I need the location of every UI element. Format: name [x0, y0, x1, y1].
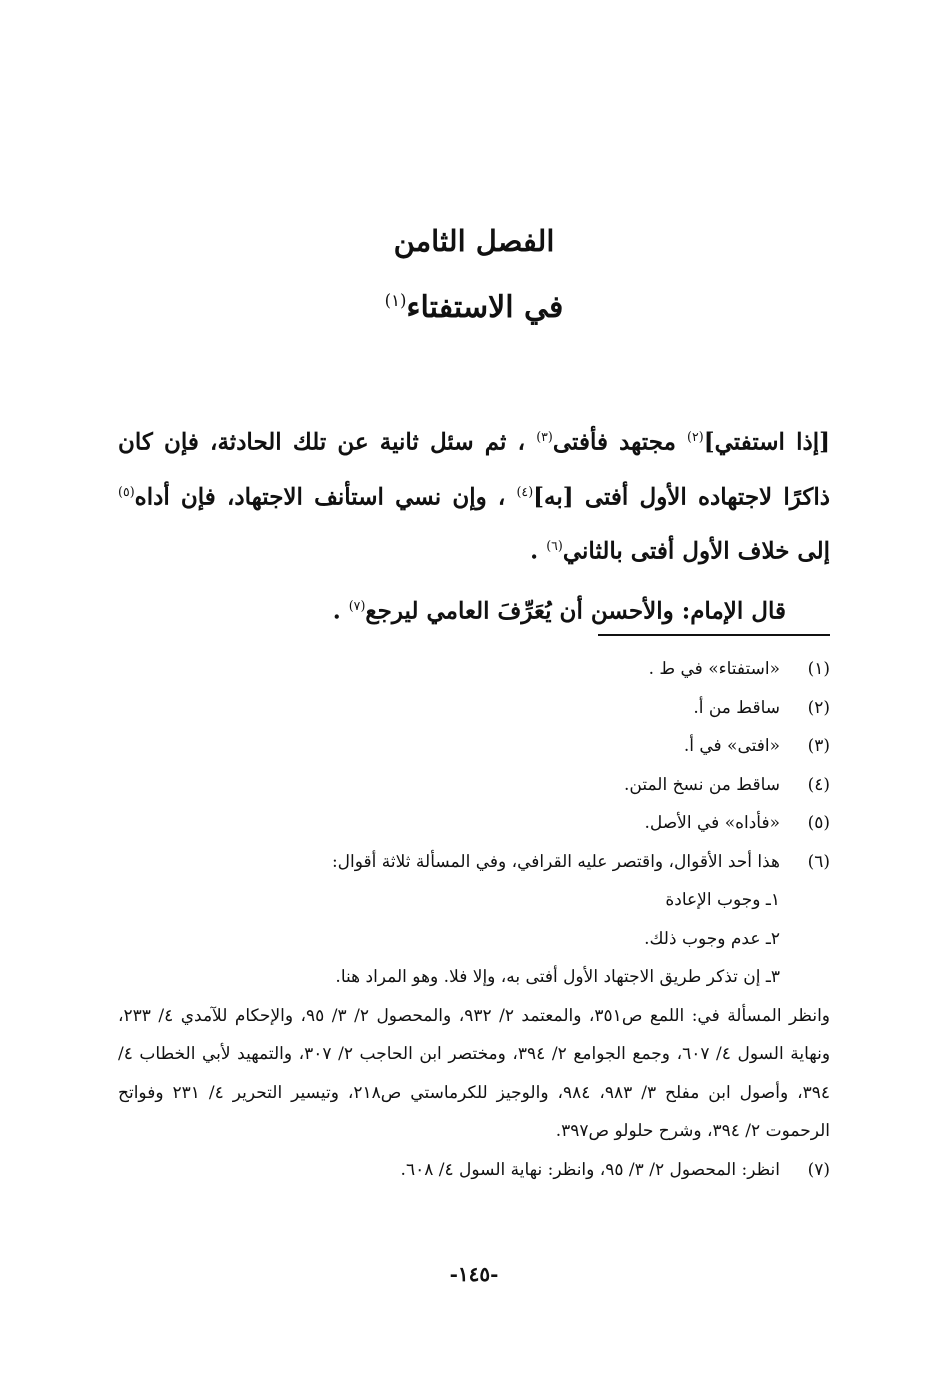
footnote-text: ساقط من نسخ المتن. [623, 774, 780, 795]
footnote-text: «فأداه» في الأصل. [644, 813, 780, 833]
paragraph-1-part-b: مجتهد فأفتى [552, 428, 688, 456]
footnote-number: (٥) [807, 813, 830, 833]
main-text [118, 412, 830, 636]
footnote-text: ساقط من أ. [693, 697, 780, 718]
footnote-number: (١) [807, 659, 830, 679]
page-number: -١٤٥- [449, 1262, 499, 1286]
paragraph-2-part-a: قال الإمام: والأحسن أن يُعَرِّفَ العامي ليرجع [365, 597, 786, 625]
footnote-ref-2: (٢) [687, 429, 704, 444]
footnote-ref-7: (٧) [348, 597, 366, 613]
footnote-6-item-1: ١ـ وجوب الإعادة [665, 890, 780, 910]
footnote-2 [118, 689, 830, 728]
paragraph-2-part-b: . [332, 597, 349, 625]
chapter-subtitle [0, 290, 948, 325]
footnote-number: (٤) [807, 774, 830, 795]
footnote-ref-5: (٥) [118, 483, 135, 499]
chapter-title [0, 224, 948, 258]
footnote-ref-4: (٤) [516, 483, 534, 499]
chapter-title-text: الفصل الثامن [393, 224, 555, 258]
footnote-7 [118, 1151, 830, 1190]
footnote-5 [118, 804, 830, 843]
footnotes [118, 650, 830, 1189]
paragraph-1-part-c: ، ثم سئل ثانية عن تلك الحادثة، فإن كان ذاكرًا لاجتهاده الأول أفتى [به] [118, 428, 830, 511]
footnote-number: (٣) [807, 736, 830, 756]
footnote-number: (٧) [807, 1159, 830, 1180]
paragraph-1-part-d: ، وإن نسي استأنف الاجتهاد، فإن أداه [134, 483, 517, 511]
footnote-6-item-3: ٣ـ إن تذكر طريق الاجتهاد الأول أفتى به، وإلا فلا. وهو المراد هنا. [335, 967, 780, 987]
chapter-subtitle-text: في الاستفتاء [406, 290, 564, 325]
footnote-text: «استفتاء» في ط . [648, 659, 780, 679]
footnote-ref-6: (٦) [546, 538, 563, 554]
paragraph-2 [118, 581, 830, 636]
paragraph-1-part-e: إلى خلاف الأول أفتى بالثاني [562, 537, 830, 565]
footnote-ref-1: (١) [384, 291, 407, 310]
footnote-text: انظر: المحصول ٢/ ٣/ ٩٥، وانظر: نهاية السول ٤/ ٦٠٨. [400, 1159, 780, 1180]
paragraph-1 [118, 412, 830, 576]
paragraph-1-part-a: [إذا استفتي] [703, 428, 830, 456]
footnote-text: «افتى» في أ. [683, 736, 780, 756]
paragraph-1-part-f: . [530, 537, 547, 565]
footnote-number: (٦) [807, 851, 830, 872]
footnote-text: هذا أحد الأقوال، واقتصر عليه القرافي، وفي المسألة ثلاثة أقوال: [331, 851, 780, 872]
footnote-3 [118, 727, 830, 766]
footnote-6-item-2: ٢ـ عدم وجوب ذلك. [644, 928, 780, 949]
footnote-separator [598, 634, 830, 636]
footnote-ref-3: (٣) [536, 429, 553, 444]
footnote-6-references: وانظر المسألة في: اللمع ص٣٥١، والمعتمد ٢/ ٩٣٢، والمحصول ٢/ ٣/ ٩٥، والإحكام للآمدي ٤/ ٢٣٣، ونهاية السول ٤/ ٦٠٧، وجمع الجوامع ٢/ ٣٩٤، ومختصر ابن الحاجب ٢/ ٣٠٧، والتمهيد لأبي الخطاب ٤/ ٣٩٤، وأصول ابن مفلح ٣/ ٩٨٣، ٩٨٤، والوجيز للكرماستي ص٢١٨، وتيسير التحرير ٤/ ٢٣١ وفواتح الرحموت ٢/ ٣٩٤، وشرح حلولو ص٣٩٧. [118, 1005, 831, 1141]
footnote-1 [118, 650, 830, 689]
footnote-4 [118, 766, 830, 805]
footnote-6 [118, 843, 830, 882]
footnote-number: (٢) [807, 697, 830, 718]
